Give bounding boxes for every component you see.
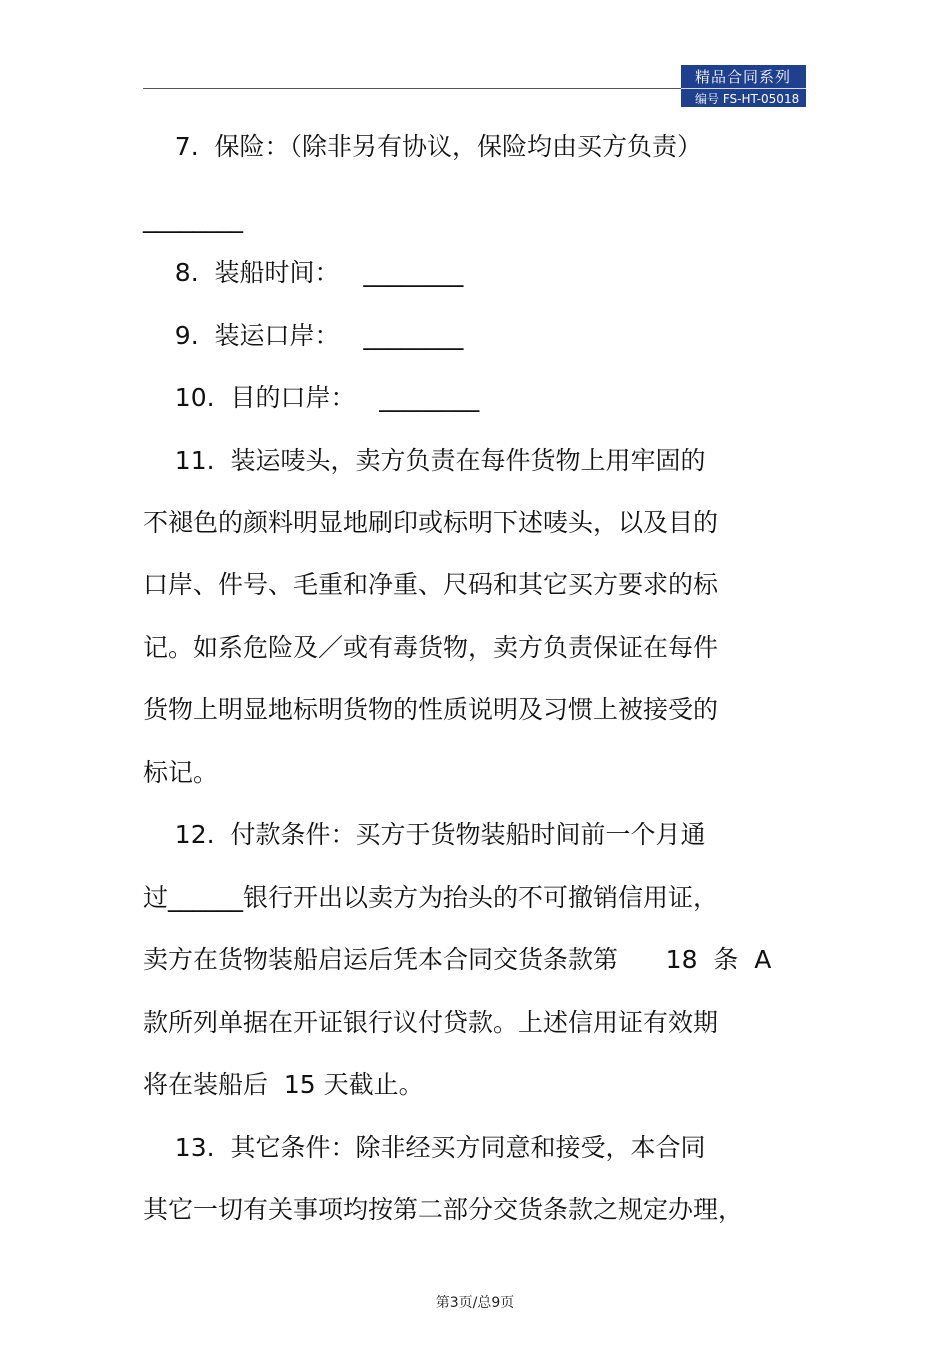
- badge-divider: [681, 88, 806, 89]
- clause-11-line-5: 货物上明显地标明货物的性质说明及习惯上被接受的: [143, 695, 719, 724]
- clause-7-insurance: 7. 保险：（除非另有协议，保险均由买方负责）: [143, 132, 703, 161]
- clause-11-line-4: 记。如系危险及／或有毒货物，卖方负责保证在每件: [143, 633, 719, 662]
- clause-11-line-1: 11. 装运唛头，卖方负责在每件货物上用牢固的: [143, 446, 706, 475]
- header-rule: [143, 88, 681, 89]
- clause-12-line-2: 过______银行开出以卖方为抬头的不可撤销信用证，: [143, 883, 719, 912]
- page-number: 第3页/总9页: [435, 1295, 515, 1311]
- clause-11-line-6: 标记。: [143, 758, 219, 787]
- clause-12-line-3: 卖方在货物装船启运后凭本合同交货条款第 18 条 A: [143, 945, 772, 974]
- clause-11-line-2: 不褪色的颜料明显地刷印或标明下述唛头，以及目的: [143, 508, 719, 537]
- clause-10-destination-port: 10. 目的口岸： ________: [143, 383, 480, 412]
- clause-9-loading-port: 9. 装运口岸： ________: [143, 321, 464, 350]
- series-label: 精品合同系列: [695, 68, 792, 86]
- clause-8-shipment-time: 8. 装船时间： ________: [143, 258, 464, 287]
- clause-13-line-2: 其它一切有关事项均按第二部分交货条款之规定办理，: [143, 1195, 744, 1224]
- document-code: 编号 FS-HT-05018: [695, 92, 800, 106]
- clause-12-line-5: 将在装船后 15 天截止。: [143, 1070, 424, 1099]
- series-badge: [681, 65, 806, 107]
- clause-12-line-1: 12. 付款条件：买方于货物装船时间前一个月通: [143, 820, 706, 849]
- clause-13-line-1: 13. 其它条件：除非经买方同意和接受，本合同: [143, 1133, 706, 1162]
- clause-12-line-4: 款所列单据在开证银行议付贷款。上述信用证有效期: [143, 1008, 719, 1037]
- clause-11-line-3: 口岸、件号、毛重和净重、尺码和其它买方要求的标: [143, 570, 719, 599]
- blank-line: ________: [143, 204, 243, 233]
